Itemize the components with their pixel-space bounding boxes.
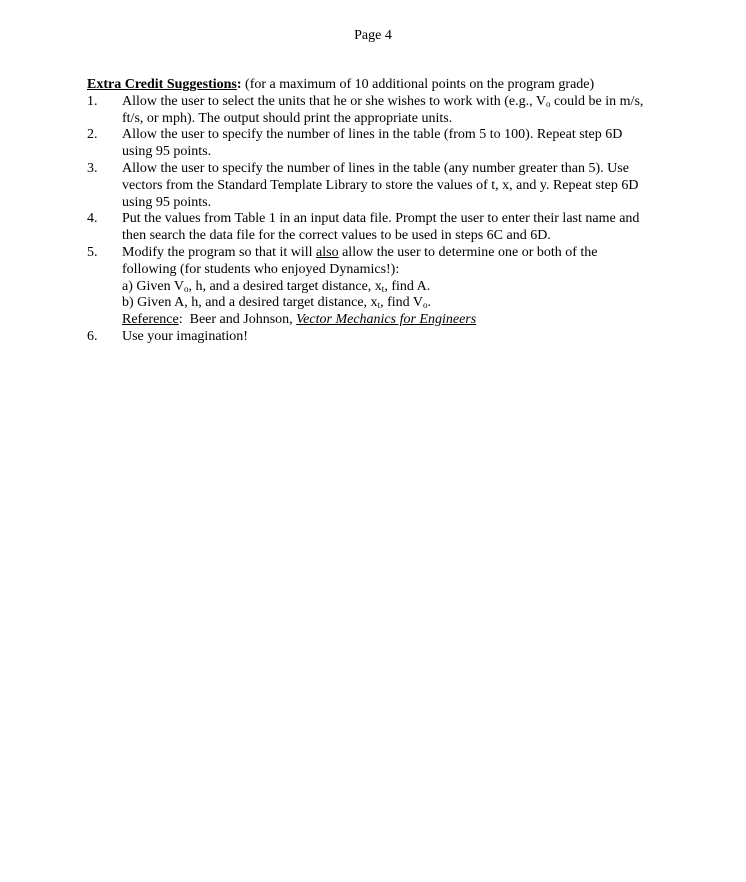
item-line: then search the data file for the correct values to be used in steps 6C and 6D. <box>122 228 551 244</box>
item-line: Use your imagination! <box>122 328 248 344</box>
page-number: Page 4 <box>354 28 392 43</box>
list-item <box>87 94 687 128</box>
item-text: b) Given A, h, and a desired target distance, x <box>122 295 378 311</box>
item-line: vectors from the Standard Template Library to store the values of t, x, and y. Repeat step 6D <box>122 177 639 193</box>
list-item <box>87 211 687 245</box>
subscript: o <box>545 98 551 109</box>
item-text: could be in m/s, <box>550 93 644 109</box>
option-a <box>122 279 687 296</box>
item-line <box>122 245 687 262</box>
reference-authors: Beer and Johnson, <box>182 312 297 328</box>
item-text: Modify the program so that it will <box>122 244 317 260</box>
heading-colon: : <box>236 77 242 92</box>
item-text: Allow the user to select the units that he or she wishes to work with (e.g., V <box>122 93 546 109</box>
section-heading: Extra Credit Suggestions <box>87 77 237 92</box>
item-number: 2. <box>87 127 98 143</box>
reference-colon: : <box>178 312 183 328</box>
section-heading-line <box>87 77 687 94</box>
item-line <box>122 94 687 111</box>
list-item <box>87 245 687 329</box>
subscript: t <box>377 300 381 311</box>
list-item <box>87 329 687 346</box>
item-text: , find V <box>380 295 423 311</box>
emphasis-also: also <box>316 244 339 260</box>
item-text: allow the user to determine one or both of the <box>338 244 598 260</box>
item-number: 5. <box>87 244 98 260</box>
item-text: , h, and a desired target distance, x <box>188 278 382 294</box>
subscript: t <box>381 283 385 294</box>
heading-note: (for a maximum of 10 additional points on the program grade) <box>241 77 595 92</box>
item-line: using 95 points. <box>122 194 212 210</box>
extra-credit-section <box>87 77 687 346</box>
item-number: 4. <box>87 211 98 227</box>
item-line: following (for students who enjoyed Dynamics!): <box>122 261 400 277</box>
item-line: ft/s, or mph). The output should print the appropriate units. <box>122 110 453 126</box>
subscript: o <box>423 300 428 311</box>
reference-line <box>122 312 687 329</box>
item-text: a) Given V <box>122 278 184 294</box>
reference-label: Reference <box>122 312 179 328</box>
item-line: Allow the user to specify the number of lines in the table (from 5 to 100). Repeat step 6D <box>122 127 623 143</box>
option-b <box>122 295 687 312</box>
reference-title: Vector Mechanics for Engineers <box>296 312 477 328</box>
item-number: 3. <box>87 160 98 176</box>
list-item <box>87 161 687 211</box>
item-number: 6. <box>87 328 98 344</box>
item-line: Allow the user to specify the number of lines in the table (any number greater than 5). Use <box>122 160 629 176</box>
item-text: . <box>427 295 431 311</box>
item-line: Put the values from Table 1 in an input data file. Prompt the user to enter their last name and <box>122 211 640 227</box>
subscript: o <box>183 283 189 294</box>
item-text: , find A. <box>384 278 431 294</box>
item-number: 1. <box>87 93 98 109</box>
list-item <box>87 127 687 161</box>
item-line: using 95 points. <box>122 144 212 160</box>
